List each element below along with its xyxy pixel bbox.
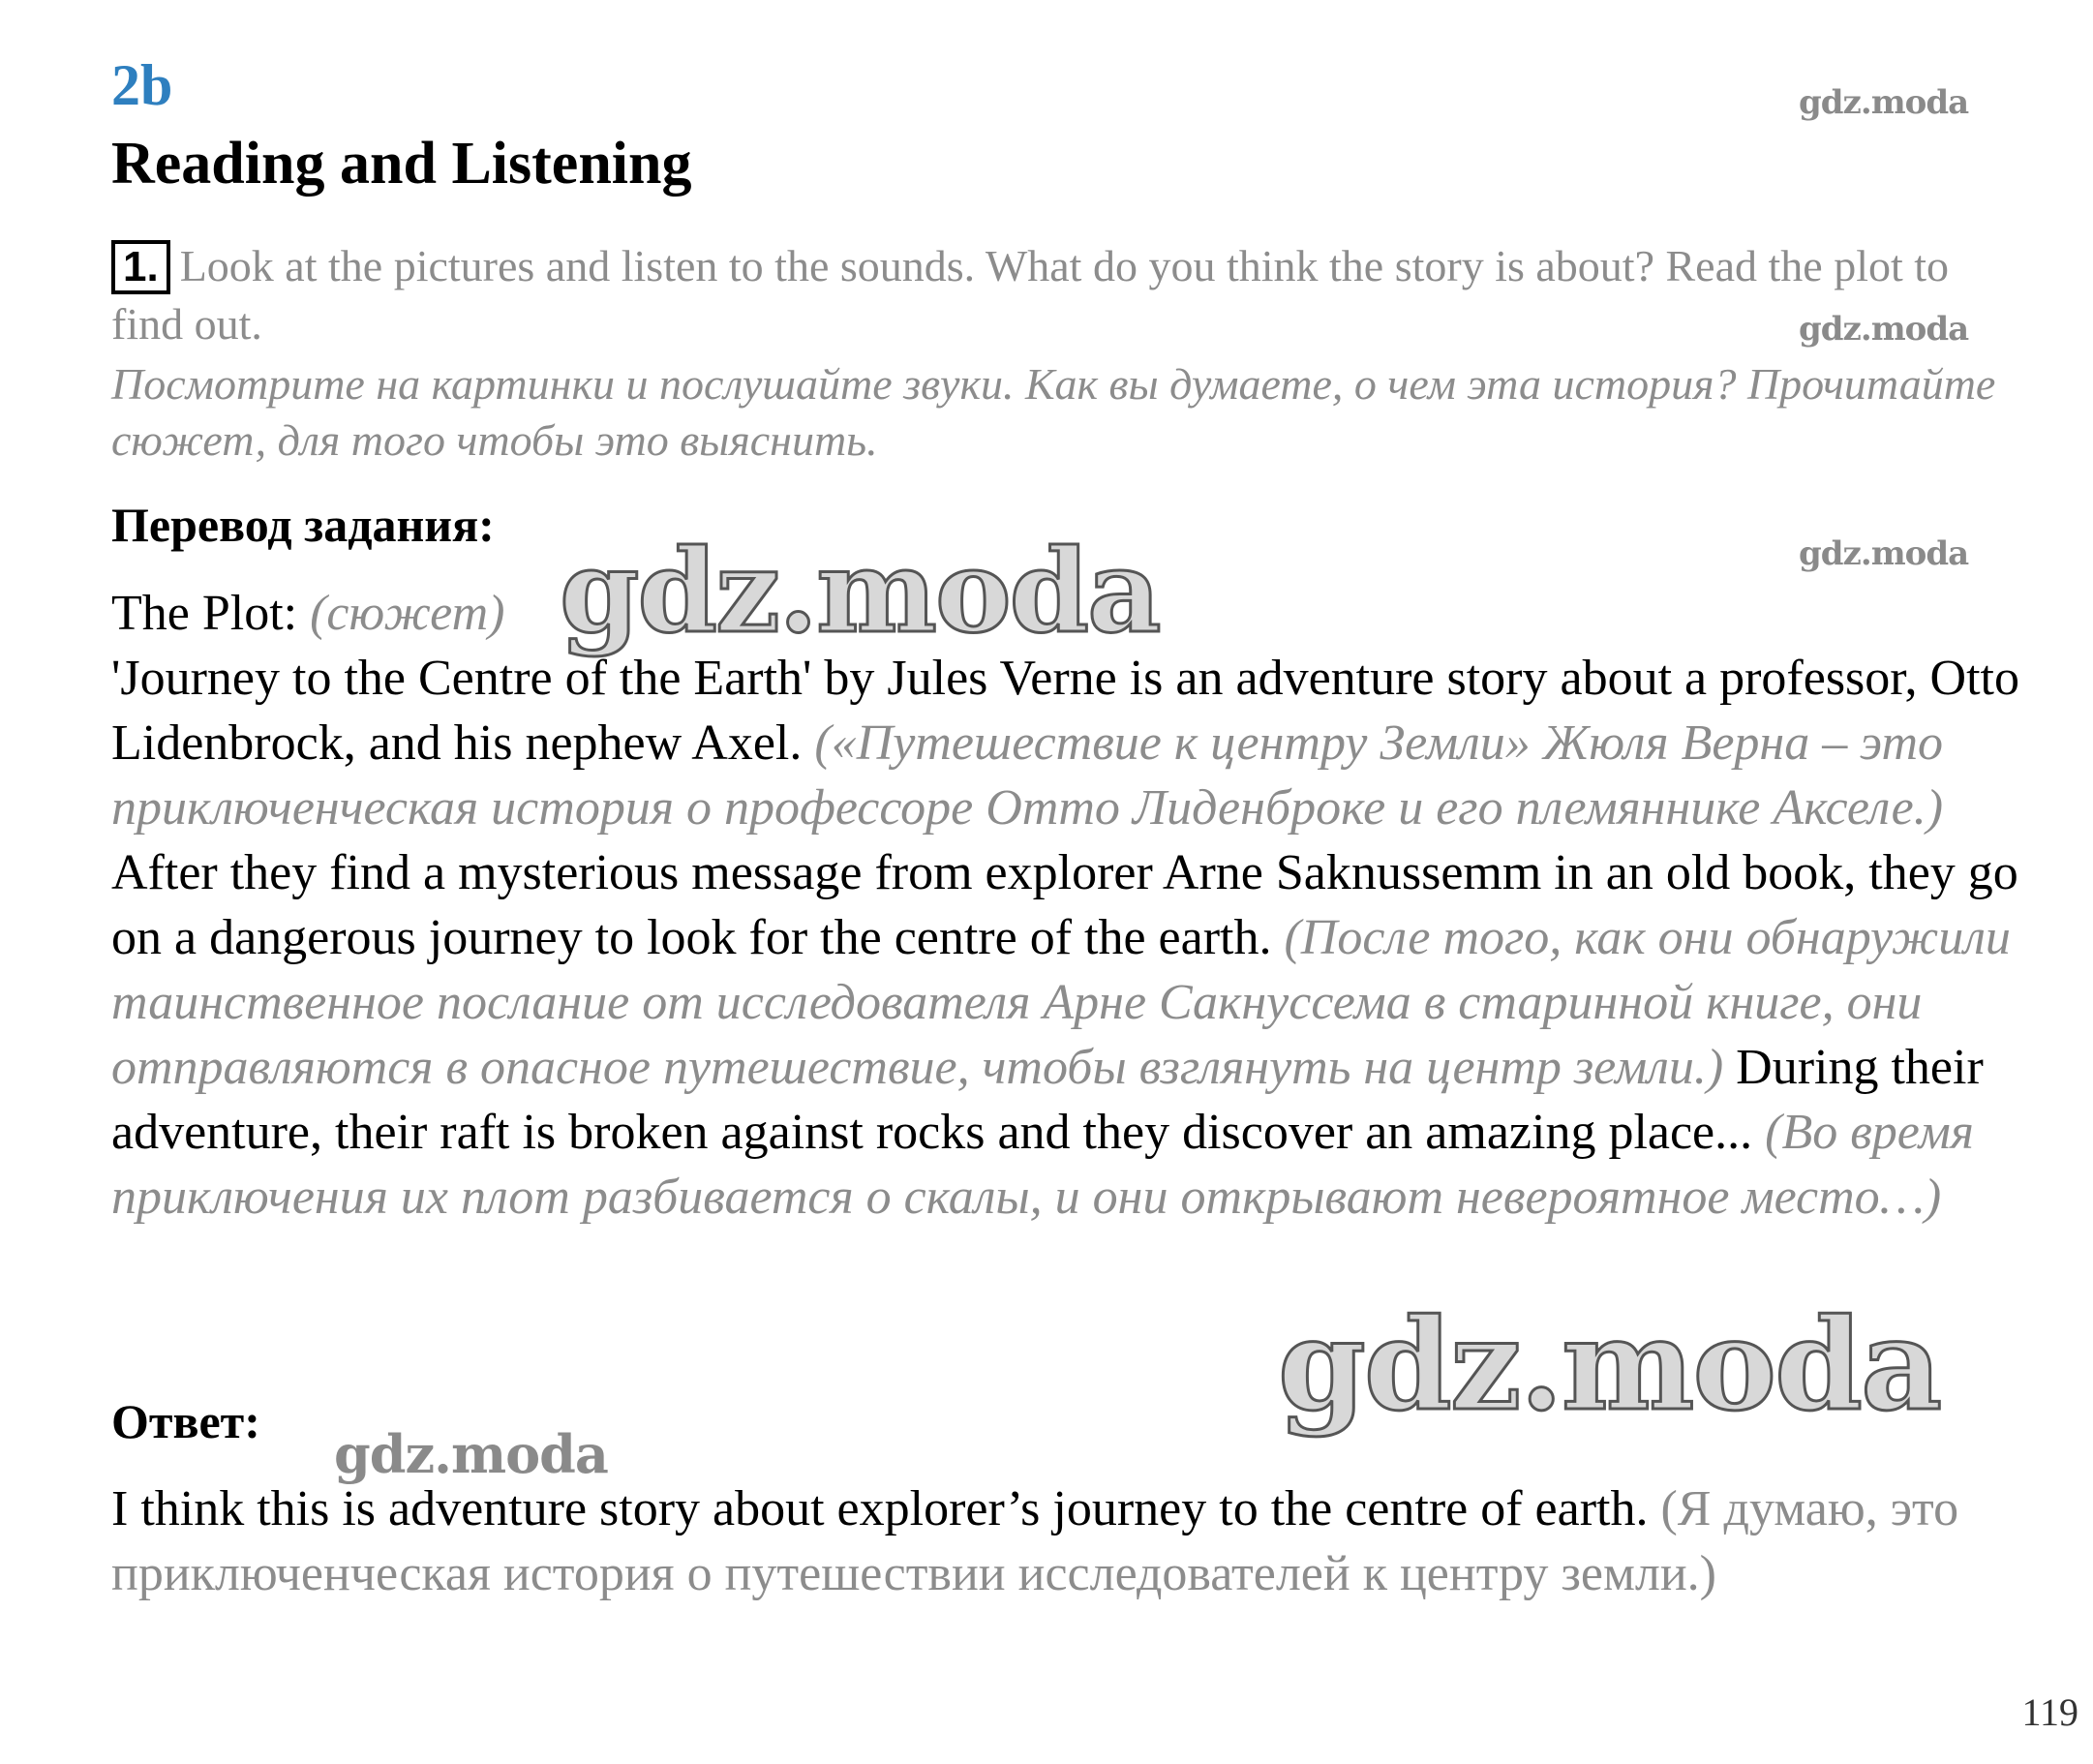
task-number: 1. xyxy=(111,240,170,294)
answer-ru: (Я думаю, это приключенческая история о путешествии исследователей к центру земли.) xyxy=(111,1481,1959,1601)
watermark-large: gdz.moda xyxy=(1278,1291,1941,1439)
task-instruction-ru: Посмотрите на картинки и послушайте звуки. Как вы думаете, о чем эта история? Прочитайте сюжет, для того чтобы это выяснить. xyxy=(111,359,1996,465)
answer-heading: Ответ: xyxy=(111,1394,260,1448)
plot-segment-ru: (Во время приключения их плот разбивается о скалы, и они открывают невероятное место…) xyxy=(111,1105,1974,1225)
plot-segment-en: 'Journey to the Centre of the Earth' by Jules Verne is an adventure story about a professor, Otto Lidenbrock, and his nephew Axel. xyxy=(111,651,2019,771)
plot-segment-ru: (После того, как они обнаружили таинственное послание от исследователя Арне Сакнуссема в старинной книге, они отправляются в опасное путешествие, чтобы взглянуть на центр земли.) xyxy=(111,910,2011,1095)
answer-text xyxy=(111,1476,2009,1606)
section-number: 2b xyxy=(111,53,173,117)
watermark-small: gdz.moda xyxy=(1799,83,1969,122)
watermark-small: gdz.moda xyxy=(334,1423,608,1485)
watermark-small: gdz.moda xyxy=(1799,310,1969,349)
plot-segment-ru: («Путешествие к центру Земли» Жюля Верна – это приключенческая история о профессоре Отто Лиденброке и его племяннике Акселе.) xyxy=(111,715,1944,836)
section-title: Reading and Listening xyxy=(111,131,692,197)
translation-heading: Перевод задания: xyxy=(111,498,495,552)
plot-text xyxy=(111,581,2033,1230)
watermark-large: gdz.moda xyxy=(560,524,1160,658)
answer-en: I think this is adventure story about explorer’s journey to the centre of earth. xyxy=(111,1481,1649,1536)
plot-segment-en: After they find a mysterious message from explorer Arne Saknussemm in an old book, they go on a dangerous journey to look for the centre of the earth. xyxy=(111,845,2018,965)
task-instruction-en: Look at the pictures and listen to the sounds. What do you think the story is about? Read the plot to find out. xyxy=(111,241,1950,349)
page-number: 119 xyxy=(2021,1690,2078,1734)
task-instruction xyxy=(111,237,2009,353)
watermark-small: gdz.moda xyxy=(1799,534,1969,573)
plot-label-ru: (сюжет) xyxy=(310,586,505,641)
plot-segment-en: During their adventure, their raft is broken against rocks and they discover an amazing place... xyxy=(111,1040,1984,1160)
plot-label: The Plot: xyxy=(111,586,298,641)
